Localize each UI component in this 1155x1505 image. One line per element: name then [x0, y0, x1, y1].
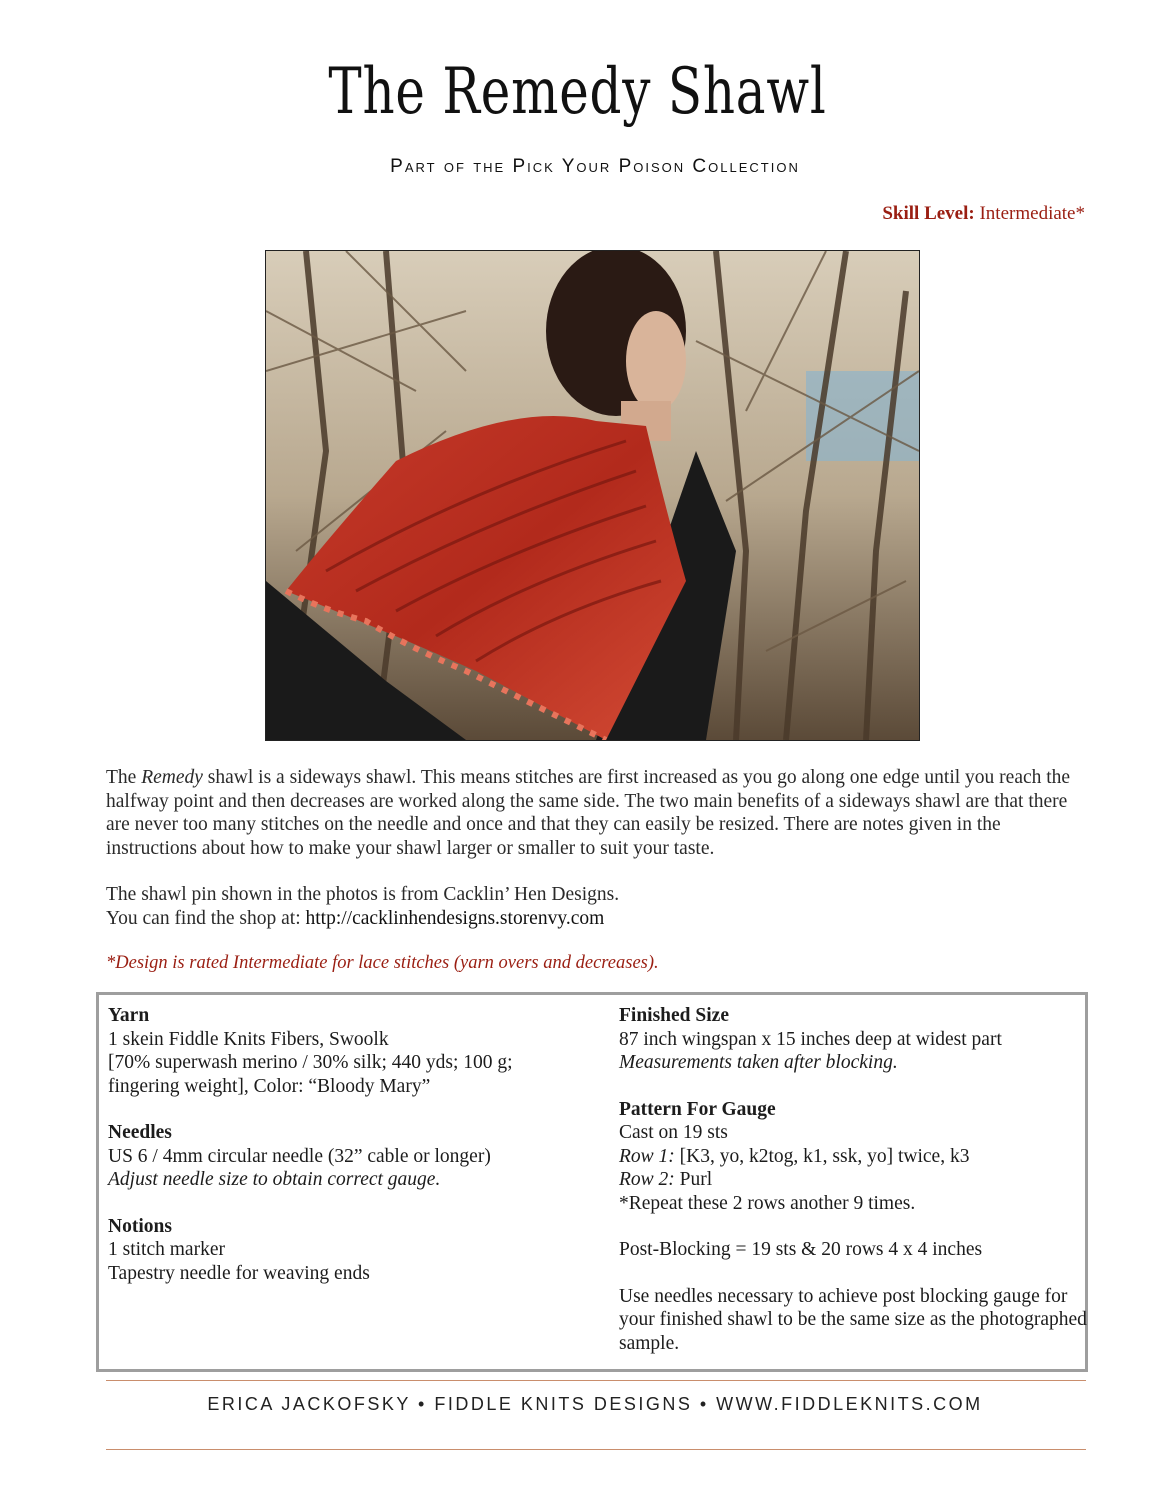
yarn-line-3: fingering weight], Color: “Bloody Mary”	[108, 1075, 431, 1097]
notions-heading: Notions	[108, 1215, 172, 1237]
row-1-text: [K3, yo, k2tog, k1, ssk, yo] twice, k3	[674, 1145, 970, 1167]
materials-right-column	[619, 1004, 1089, 1378]
gauge-heading: Pattern For Gauge	[619, 1098, 776, 1120]
needles-section	[108, 1121, 578, 1192]
gauge-cast-on: Cast on 19 sts	[619, 1122, 728, 1143]
shawl-photo-illustration	[266, 251, 919, 740]
skill-level	[882, 203, 1085, 225]
needles-line-2: Adjust needle size to obtain correct gauge.	[108, 1169, 441, 1190]
notions-line-1: 1 stitch marker	[108, 1239, 225, 1260]
intro-body: shawl is a sideways shawl. This means stitches are first increased as you go along one edge until you reach the halfway point and then decreases are worked along the same side. The two main benefits of a sideways shawl are that there are never too many stitches on the needle and once and that they can easily be resized. There are notes given in the instructions about how to make your shawl larger or smaller to suit your taste.	[106, 767, 1071, 859]
row-1-label: Row 1:	[619, 1145, 675, 1167]
footer-credits: ERICA JACKOFSKY • FIDDLE KNITS DESIGNS • WWW.FIDDLEKNITS.COM	[207, 1394, 983, 1414]
shawl-pin-info	[106, 883, 1086, 930]
finished-size-section	[619, 1004, 1089, 1075]
finished-size-line-1: 87 inch wingspan x 15 inches deep at widest part	[619, 1028, 1002, 1050]
post-blocking-gauge: Post-Blocking = 19 sts & 20 rows 4 x 4 inches	[619, 1239, 983, 1260]
yarn-line-2: [70% superwash merino / 30% silk; 440 yds; 100 g;	[108, 1052, 513, 1073]
intro-paragraph	[106, 766, 1086, 860]
row-2-label: Row 2:	[619, 1169, 675, 1190]
skill-level-label: Skill Level:	[882, 203, 975, 224]
intro-remedy: Remedy	[141, 767, 203, 788]
pin-line-1: The shawl pin shown in the photos is from Cacklin’ Hen Designs.	[106, 884, 620, 905]
row-2-text: Purl	[674, 1169, 713, 1190]
finished-size-heading: Finished Size	[619, 1005, 729, 1026]
gauge-row-1	[619, 1145, 1089, 1169]
gauge-row-2	[619, 1168, 1089, 1192]
yarn-section	[108, 1004, 578, 1098]
needle-advice: Use needles necessary to achieve post blocking gauge for your finished shawl to be the same size as the photographed sample.	[619, 1285, 1087, 1354]
needles-line-1: US 6 / 4mm circular needle (32” cable or longer)	[108, 1145, 491, 1167]
pattern-title: The Remedy Shawl	[328, 55, 827, 129]
notions-section	[108, 1215, 578, 1286]
gauge-section	[619, 1098, 1089, 1216]
shop-link[interactable]: http://cacklinhendesigns.storenvy.com	[305, 907, 605, 929]
notions-line-2: Tapestry needle for weaving ends	[108, 1262, 370, 1284]
gauge-repeat: *Repeat these 2 rows another 9 times.	[619, 1192, 916, 1214]
intro-prefix: The	[106, 767, 142, 788]
finished-size-line-2: Measurements taken after blocking.	[619, 1052, 898, 1073]
skill-level-value: Intermediate*	[979, 203, 1085, 224]
shawl-photo	[265, 250, 920, 741]
materials-left-column	[108, 1004, 578, 1308]
post-blocking-section	[619, 1238, 1089, 1262]
needles-heading: Needles	[108, 1122, 172, 1143]
footer-top-rule	[106, 1380, 1086, 1381]
yarn-line-1: 1 skein Fiddle Knits Fibers, Swoolk	[108, 1028, 389, 1050]
pin-line-2-prefix: You can find the shop at:	[106, 907, 306, 929]
yarn-heading: Yarn	[108, 1005, 150, 1026]
collection-subtitle: Part of the Pick Your Poison Collection	[390, 156, 800, 177]
difficulty-note: *Design is rated Intermediate for lace stitches (yarn overs and decreases).	[106, 953, 659, 973]
footer-bottom-rule	[106, 1449, 1086, 1450]
needle-advice-section	[619, 1285, 1089, 1356]
